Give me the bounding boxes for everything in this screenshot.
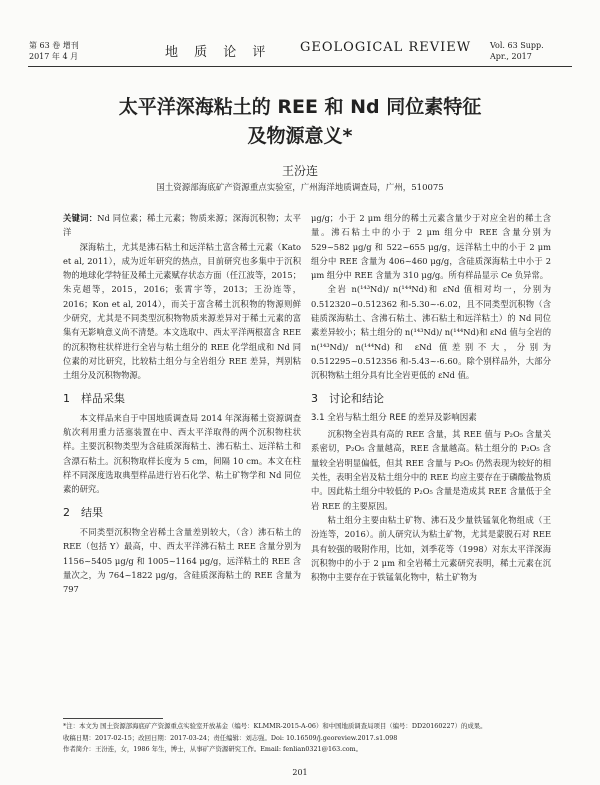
author-affiliation: 国土资源部海底矿产资源重点实验室，广州海洋地质调查局，广州，510075 — [156, 183, 444, 193]
section1-paragraph: 本文样品来自于中国地质调查局 2014 年深海稀土资源调查航次利用重力活塞装置在中、西太平洋取得的两个沉积物柱状样。主要沉积物类型为含硅质深海粘土、沸石粘土、远洋粘土和含漂石粘土。沉积物取样长度为 5 cm，间隔 10 cm。本文在柱样不同深度选取典型样品进行岩石化学、粘土矿物学和 Nd 同位素的研究。 — [63, 412, 301, 495]
intro-paragraph: 深海粘土，尤其是沸石粘土和远洋粘土富含稀土元素（Kato et al, 2011），成为近年研究的热点，目前研究也多集中于沉积物的地球化学特征及稀土元素赋存状态方面（任江波等，2015；朱克超等，2015，2016；张霄宇等，2013；王汾连等，2016；Kon et al, 2014），而关于富含稀土沉积物的物源则鲜少研究，尤其是不同类型沉积物物质来源差异对于稀土元素的富集有无影响意义尚不清楚。本文选取中、西太平洋两根富含 REE 的沉积物柱状样进行全岩与粘土组分的 REE 化学组成和 Nd 同位素的对比研究，比较粘土组分与全岩组分 REE 差异，判别粘土组分及沉积物物源。 — [63, 241, 301, 381]
journal-title-en: GEOLOGICAL REVIEW — [300, 40, 472, 55]
header-rule — [28, 66, 572, 67]
section3-paragraph2: 粘土组分主要由粘土矿物、沸石及少量铁锰氧化物组成（王汾连等，2016）。前人研究认为粘土矿物，尤其是蒙脱石对 REE 具有较强的吸附作用，比如，刘季花等（1998）对东太平洋深海沉积物中的小于 2 μm 和全岩稀土元素研究表明，稀土元素在沉积物中主要存在于铁锰氧化物中，粘土矿物为 — [311, 514, 551, 583]
page-number: 201 — [292, 768, 308, 777]
section3-heading: 3 讨论和结论 — [311, 391, 384, 405]
footnote-author-bio: 作者简介：王汾连，女，1986 年生，博士，从事矿产资源研究工作。Email: fenlian0321@163.com。 — [63, 745, 363, 753]
section2-paragraph1: 不同类型沉积物全岩稀土含量差别较大，（含）沸石粘土的 REE（包括 Y）最高，中、西太平洋沸石粘土 REE 含量分别为 1156~5405 μg/g 和 1005~1164 μg/g，远洋粘土的 REE 含量次之，为 764~1822 μg/g，含硅质深海粘土的 REE 含量为 797 — [63, 526, 301, 595]
section1-heading: 1 样品采集 — [63, 391, 125, 405]
header-volume-en: Vol. 63 Supp. — [490, 41, 544, 50]
article-title-line2: 及物源意义* — [247, 125, 353, 147]
header-year-cn: 2017 年 4 月 — [29, 52, 79, 61]
section3-paragraph1: 沉积物全岩具有高的 REE 含量，其 REE 值与 P₂O₅ 含量关系密切，P₂O₅ 含量越高，REE 含量越高。粘土组分的 P₂O₅ 含量较全岩明显偏低，但其 REE 含量与 P₂O₅ 仍然表现为较好的相关性，表明全岩及粘土组分中的 REE 均应主要存在于磷酸盐物质中。因此粘土组分中较低的 P₂O₅ 含量是造成其 REE 含量低于全岩 REE 的主要原因。 — [311, 429, 551, 511]
section2-heading: 2 结果 — [63, 505, 103, 519]
section2-paragraph2: 全岩 n(¹⁴³Nd)/ n(¹⁴⁴Nd)和 εNd 值相对均一，分别为 0.512320~0.512362 和-5.30~-6.02，且不同类型沉积物（含硅质深海粘土、含沸石粘土、沸石粘土和远洋粘土）的 Nd 同位素差异较小；粘土组分的 n(¹⁴³Nd)/ n(¹⁴⁴Nd)和 εNd 值与全岩的 n(¹⁴³Nd)/ n(¹⁴⁴Nd)和 εNd 值差别不大，分别为 0.512295~0.512356 和-5.43~-6.60。除个别样品外，大部分沉积物粘土组分具有比全岩更低的 εNd 值。 — [311, 284, 551, 381]
footnote-dates: 收稿日期：2017-02-15；改回日期：2017-03-24；责任编辑：刘志强。Doi: 10.16509/j.georeview.2017.s1.098 — [63, 733, 398, 742]
footnote-rule — [63, 718, 163, 719]
article-title-line1: 太平洋深海粘土的 REE 和 Nd 同位素特征 — [118, 96, 482, 118]
journal-title-cn: 地 质 论 评 — [165, 45, 272, 60]
section2-paragraph1-continued: μg/g；小于 2 μm 组分的稀土元素含量少于对应全岩的稀土含量。沸石粘土中的小于 2 μm 组分中 REE 含量分别为 529~582 μg/g 和 522~655 μg/g，远洋粘土中的小于 2 μm 组分中 REE 含量为 406~460 μg/g，含硅质深海粘土中小于 2 μm 组分中 REE 含量为 310 μg/g。所有样品显示 Ce 负异常。 — [311, 213, 551, 281]
footnote — [63, 721, 553, 756]
header-volume-cn: 第 63 卷 增刊 — [29, 41, 79, 50]
header-volume-info — [29, 40, 79, 62]
header-date-en: Apr., 2017 — [490, 52, 532, 61]
footnote-funding: *注：本文为 国土资源部海底矿产资源重点实验室开放基金（编号：KLMMR-2015-A-06）和中国地质调查局项目（编号：DD20160227）的成果。 — [63, 722, 487, 730]
header-volume-en-info — [490, 40, 544, 62]
left-column — [63, 211, 301, 596]
keywords-text: Nd 同位素；稀土元素；物质来源；深海沉积物；太平洋 — [63, 213, 301, 238]
keywords-label: 关键词： — [63, 213, 98, 223]
right-column — [311, 211, 551, 584]
keywords — [63, 211, 301, 240]
section3-1-heading: 3.1 全岩与粘土组分 REE 的差异及影响因素 — [311, 412, 477, 423]
author-name: 王汾连 — [281, 164, 318, 178]
